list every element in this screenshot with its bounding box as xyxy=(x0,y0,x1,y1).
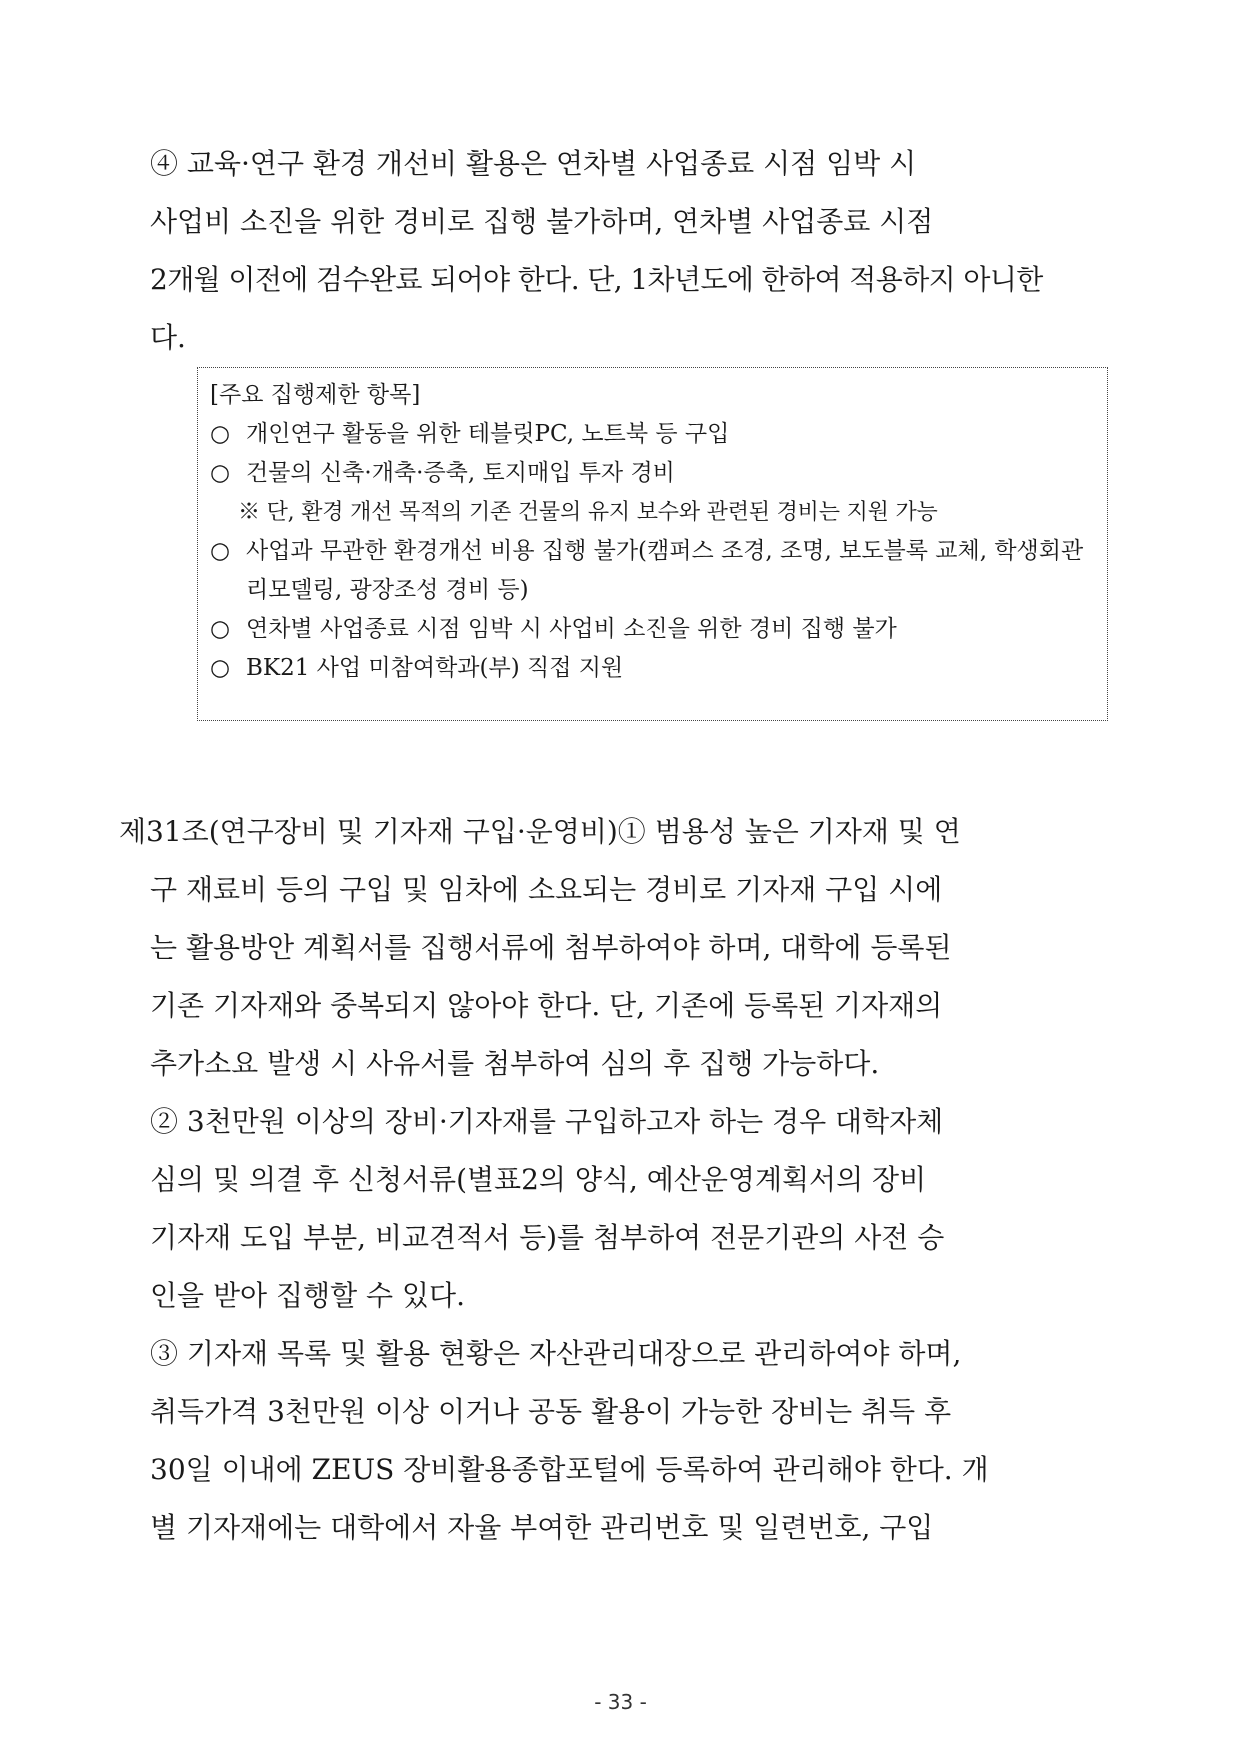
article-31-item-1-line: 구 재료비 등의 구입 및 임차에 소요되는 경비로 기자재 구입 시에 xyxy=(150,873,943,906)
article-31-item-1-line: 추가소요 발생 시 사유서를 첨부하여 심의 후 집행 가능하다. xyxy=(150,1047,880,1080)
article-31-item-1-line: 기존 기자재와 중복되지 않아야 한다. 단, 기존에 등록된 기자재의 xyxy=(150,989,943,1022)
circle-bullet-icon: ○ xyxy=(210,460,231,486)
article-31-item-3-line: 취득가격 3천만원 이상 이거나 공동 활용이 가능한 장비는 취득 후 xyxy=(150,1395,952,1428)
restriction-item xyxy=(210,649,1093,688)
article-31-item-2-line: ② 3천만원 이상의 장비·기자재를 구입하고자 하는 경우 대학자체 xyxy=(150,1105,944,1138)
paragraph-4 xyxy=(150,135,1110,367)
restriction-item-text: 연차별 사업종료 시점 임박 시 사업비 소진을 위한 경비 집행 불가 xyxy=(246,616,897,642)
restriction-item-text: 건물의 신축·개축·증축, 토지매입 투자 경비 xyxy=(246,460,675,486)
restriction-item xyxy=(210,532,1093,610)
restriction-item xyxy=(210,415,1093,454)
circle-bullet-icon: ○ xyxy=(210,616,231,642)
paragraph-4-line: 2개월 이전에 검수완료 되어야 한다. 단, 1차년도에 한하여 적용하지 아니한 xyxy=(150,263,1043,296)
article-31-item-3-line: ③ 기자재 목록 및 활용 현황은 자산관리대장으로 관리하여야 하며, xyxy=(150,1337,962,1370)
circle-bullet-icon: ○ xyxy=(210,655,231,681)
page-number: - 33 - xyxy=(594,1690,647,1714)
article-31-item-2-line: 기자재 도입 부분, 비교견적서 등)를 첨부하여 전문기관의 사전 승 xyxy=(150,1221,945,1254)
restriction-box xyxy=(197,367,1108,721)
restriction-item-text: 개인연구 활동을 위한 테블릿PC, 노트북 등 구입 xyxy=(246,421,730,447)
article-31-item-3-line: 30일 이내에 ZEUS 장비활용종합포털에 등록하여 관리해야 한다. 개 xyxy=(150,1453,989,1486)
restriction-item xyxy=(210,610,1093,649)
restriction-item xyxy=(210,454,1093,493)
article-31-item-2-line: 인을 받아 집행할 수 있다. xyxy=(150,1279,465,1312)
paragraph-4-line: 다. xyxy=(150,321,186,354)
restriction-note: ※ 단, 환경 개선 목적의 기존 건물의 유지 보수와 관련된 경비는 지원 가능 xyxy=(238,500,938,525)
article-31-heading: 제31조(연구장비 및 기자재 구입·운영비)① 범용성 높은 기자재 및 연 xyxy=(119,815,961,848)
restriction-item-text: 사업과 무관한 환경개선 비용 집행 불가(캠퍼스 조경, 조명, 보도블록 교체, 학생회관 리모델링, 광장조성 경비 등) xyxy=(246,538,1084,603)
paragraph-4-line: 사업비 소진을 위한 경비로 집행 불가하며, 연차별 사업종료 시점 xyxy=(150,205,934,238)
paragraph-4-line: ④ 교육·연구 환경 개선비 활용은 연차별 사업종료 시점 임박 시 xyxy=(150,147,917,180)
article-31-item-1-line: 는 활용방안 계획서를 집행서류에 첨부하여야 하며, 대학에 등록된 xyxy=(150,931,952,964)
restriction-box-title: [주요 집행제한 항목] xyxy=(210,382,421,408)
circle-bullet-icon: ○ xyxy=(210,421,231,447)
article-31 xyxy=(119,803,1109,1557)
article-31-item-2-line: 심의 및 의결 후 신청서류(별표2의 양식, 예산운영계획서의 장비 xyxy=(150,1163,927,1196)
restriction-item-text: BK21 사업 미참여학과(부) 직접 지원 xyxy=(246,655,624,681)
article-31-item-3-line: 별 기자재에는 대학에서 자율 부여한 관리번호 및 일련번호, 구입 xyxy=(150,1511,934,1544)
circle-bullet-icon: ○ xyxy=(210,538,231,564)
